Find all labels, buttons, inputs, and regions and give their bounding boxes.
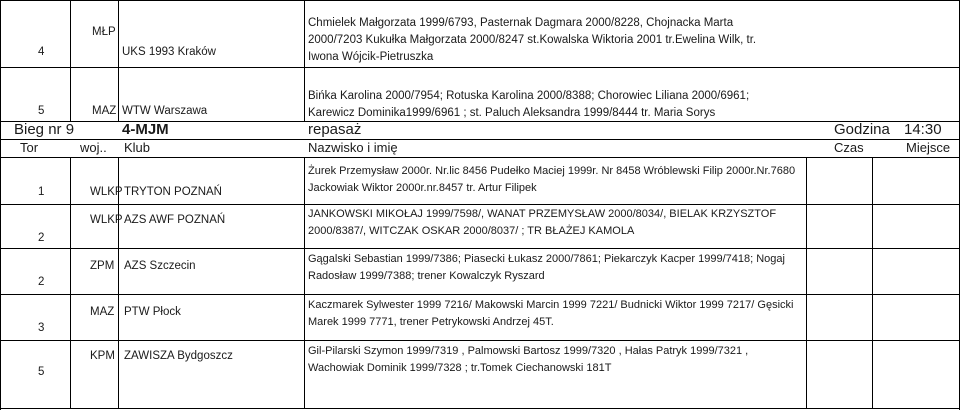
club-cell: ZAWISZA Bydgoszcz [124, 350, 233, 362]
lane-cell: 2 [38, 276, 45, 288]
col-header-club: Klub [124, 140, 151, 155]
time-value: 14:30 [904, 121, 942, 138]
row-divider [0, 340, 960, 341]
col-header-name: Nazwisko i imię [308, 140, 398, 155]
row-divider [0, 204, 960, 205]
district-cell: WLKP [90, 214, 123, 226]
athletes-cell: Gil-Pilarski Szymon 1999/7319 , Palmowski Bartosz 1999/7320 , Hałas Patryk 1999/7321 , Wachowiak Dominik 1999/7328 ; tr.Tomek Ciechanowski 181T [308, 345, 749, 374]
col-header-time: Czas [834, 140, 864, 155]
district-cell: MAZ [92, 105, 117, 117]
row-divider [0, 294, 960, 295]
district-cell: MAZ [90, 306, 115, 318]
place-cell: 5 [38, 105, 45, 117]
club-cell: PTW Płock [124, 306, 181, 318]
row-divider [0, 67, 960, 68]
athletes-cell: Żurek Przemysław 2000r. Nr.lic 8456 Pudełko Maciej 1999r. Nr 8458 Wróblewski Filip 2000r.Nr.7680 Jackowiak Wiktor 2000r.nr.8457 tr. Artur Filipek [308, 165, 796, 194]
club-cell: AZS Szczecin [124, 260, 196, 272]
col-header-place: Miejsce [906, 140, 951, 155]
row-divider [0, 157, 960, 158]
time-label: Godzina [834, 121, 890, 138]
athletes-cell: Chmielek Małgorzata 1999/6793, Pasternak Dagmara 2000/8228, Chojnacka Marta 2000/7203 Kukułka Małgorzata 2000/8247 st.Kowalska Wiktoria 2001 tr.Ewelina Wilk, tr. Iwona Wójcik-Pietruszka [308, 17, 757, 63]
col-divider [70, 157, 71, 409]
row-divider [0, 0, 960, 1]
athletes-cell: Kaczmarek Sylwester 1999 7216/ Makowski Marcin 1999 7221/ Budnicki Wiktor 1999 7217/ Gęsicki Marek 1999 7771, trener Petrykowski Andrzej 45T. [308, 299, 794, 328]
col-header-district: woj.. [80, 140, 107, 155]
col-header-lane: Tor [20, 140, 39, 155]
district-cell: MŁP [92, 26, 116, 38]
lane-cell: 5 [38, 366, 45, 378]
col-divider [70, 0, 71, 121]
place-cell: 4 [38, 46, 45, 58]
col-divider [304, 0, 305, 121]
club-cell: TRYTON POZNAŃ [124, 186, 222, 198]
lane-cell: 1 [38, 186, 45, 198]
athletes-cell: Gągalski Sebastian 1999/7386; Piasecki Łukasz 2000/7861; Piekarczyk Kacper 1999/7418; Nogaj Radosław 1999/7388; trener Kowalczyk Ryszard [308, 253, 785, 282]
race-number: Bieg nr 9 [14, 121, 75, 138]
lane-cell: 3 [38, 322, 45, 334]
discipline: repasaż [308, 121, 362, 138]
col-divider [0, 0, 1, 410]
club-cell: AZS AWF POZNAŃ [124, 214, 226, 226]
athletes-cell: JANKOWSKI MIKOŁAJ 1999/7598/, WANAT PRZEMYSŁAW 2000/8034/, BIELAK KRZYSZTOF 2000/8387/, WITCZAK OSKAR 2000/8037/ ; TR BŁAŻEJ KAMOLA [308, 208, 777, 237]
col-divider [118, 0, 119, 121]
col-divider [872, 157, 873, 409]
district-cell: WLKP [90, 186, 123, 198]
district-cell: ZPM [90, 260, 115, 272]
category: 4-MJM [122, 121, 169, 138]
lane-cell: 2 [38, 232, 45, 244]
athletes-cell: Bińka Karolina 2000/7954; Rotuska Karolina 2000/8388; Chorowiec Liliana 2000/6961; Karewicz Dominika1999/6961 ; st. Paluch Aleksandra 1999/8444 tr. Maria Sorys [308, 90, 750, 119]
club-cell: UKS 1993 Kraków [122, 46, 216, 58]
row-divider [0, 408, 960, 409]
col-divider [304, 157, 305, 409]
club-cell: WTW Warszawa [122, 105, 208, 117]
row-divider [0, 248, 960, 249]
district-cell: KPM [90, 350, 115, 362]
col-divider [806, 157, 807, 409]
